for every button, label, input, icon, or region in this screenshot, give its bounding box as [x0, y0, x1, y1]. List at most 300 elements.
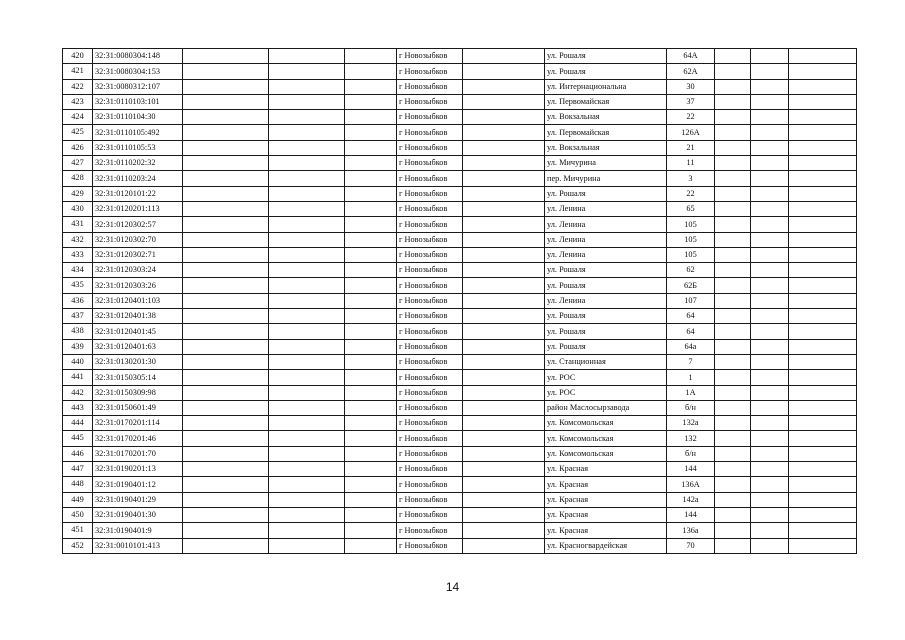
empty-cell: [789, 507, 857, 522]
row-number-cell: 431: [63, 217, 93, 232]
house-number-cell: 136А: [667, 477, 715, 492]
empty-cell: [789, 278, 857, 293]
city-cell: г Новозыбков: [397, 492, 463, 507]
empty-cell: [463, 477, 545, 492]
empty-cell: [345, 156, 397, 171]
empty-cell: [463, 125, 545, 140]
empty-cell: [345, 309, 397, 324]
row-number-cell: 433: [63, 247, 93, 262]
empty-cell: [463, 370, 545, 385]
empty-cell: [789, 339, 857, 354]
city-cell: г Новозыбков: [397, 309, 463, 324]
empty-cell: [345, 446, 397, 461]
empty-cell: [183, 324, 269, 339]
empty-cell: [269, 140, 345, 155]
row-number-cell: 429: [63, 186, 93, 201]
cadastral-number-cell: 32:31:0110203:24: [93, 171, 183, 186]
empty-cell: [183, 232, 269, 247]
empty-cell: [345, 431, 397, 446]
empty-cell: [463, 400, 545, 415]
house-number-cell: 21: [667, 140, 715, 155]
house-number-cell: 65: [667, 201, 715, 216]
empty-cell: [751, 523, 789, 538]
empty-cell: [789, 201, 857, 216]
empty-cell: [715, 324, 751, 339]
street-cell: ул. Первомайская: [545, 125, 667, 140]
table-row: [63, 217, 857, 232]
empty-cell: [463, 523, 545, 538]
table-row: [63, 79, 857, 94]
empty-cell: [183, 538, 269, 553]
empty-cell: [269, 354, 345, 369]
empty-cell: [345, 49, 397, 64]
empty-cell: [789, 217, 857, 232]
empty-cell: [751, 324, 789, 339]
empty-cell: [715, 385, 751, 400]
empty-cell: [269, 324, 345, 339]
empty-cell: [789, 94, 857, 109]
empty-cell: [269, 232, 345, 247]
table-row: [63, 446, 857, 461]
city-cell: г Новозыбков: [397, 370, 463, 385]
empty-cell: [751, 140, 789, 155]
empty-cell: [269, 431, 345, 446]
city-cell: г Новозыбков: [397, 125, 463, 140]
empty-cell: [715, 416, 751, 431]
house-number-cell: 62Б: [667, 278, 715, 293]
cadastral-number-cell: 32:31:0190401:29: [93, 492, 183, 507]
empty-cell: [269, 156, 345, 171]
empty-cell: [183, 416, 269, 431]
empty-cell: [751, 370, 789, 385]
table-row: [63, 431, 857, 446]
empty-cell: [463, 79, 545, 94]
empty-cell: [463, 94, 545, 109]
empty-cell: [789, 431, 857, 446]
empty-cell: [715, 339, 751, 354]
cadastral-number-cell: 32:31:0010101:413: [93, 538, 183, 553]
row-number-cell: 451: [63, 523, 93, 538]
page-number: 14: [445, 580, 460, 594]
street-cell: пер. Мичурина: [545, 171, 667, 186]
house-number-cell: 105: [667, 217, 715, 232]
cadastral-number-cell: 32:31:0080304:148: [93, 49, 183, 64]
street-cell: ул. Мичурина: [545, 156, 667, 171]
empty-cell: [789, 446, 857, 461]
address-register-table: [62, 48, 857, 554]
empty-cell: [269, 125, 345, 140]
row-number-cell: 435: [63, 278, 93, 293]
house-number-cell: 62: [667, 263, 715, 278]
empty-cell: [183, 217, 269, 232]
empty-cell: [463, 217, 545, 232]
row-number-cell: 420: [63, 49, 93, 64]
empty-cell: [345, 125, 397, 140]
empty-cell: [751, 462, 789, 477]
street-cell: ул. Вокзальная: [545, 140, 667, 155]
city-cell: г Новозыбков: [397, 94, 463, 109]
empty-cell: [269, 538, 345, 553]
empty-cell: [345, 79, 397, 94]
table-row: [63, 477, 857, 492]
empty-cell: [269, 186, 345, 201]
table-row: [63, 186, 857, 201]
empty-cell: [269, 79, 345, 94]
row-number-cell: 422: [63, 79, 93, 94]
empty-cell: [345, 523, 397, 538]
cadastral-number-cell: 32:31:0110105:492: [93, 125, 183, 140]
empty-cell: [715, 94, 751, 109]
empty-cell: [463, 110, 545, 125]
cadastral-number-cell: 32:31:0190401:12: [93, 477, 183, 492]
empty-cell: [751, 49, 789, 64]
empty-cell: [183, 247, 269, 262]
empty-cell: [183, 186, 269, 201]
table-row: [63, 538, 857, 553]
empty-cell: [183, 309, 269, 324]
empty-cell: [345, 339, 397, 354]
empty-cell: [345, 64, 397, 79]
street-cell: ул. Ленина: [545, 217, 667, 232]
empty-cell: [463, 140, 545, 155]
empty-cell: [789, 247, 857, 262]
row-number-cell: 424: [63, 110, 93, 125]
empty-cell: [751, 354, 789, 369]
empty-cell: [715, 110, 751, 125]
row-number-cell: 425: [63, 125, 93, 140]
street-cell: ул. Рошаля: [545, 64, 667, 79]
street-cell: ул. Вокзальная: [545, 110, 667, 125]
empty-cell: [715, 79, 751, 94]
empty-cell: [789, 309, 857, 324]
row-number-cell: 439: [63, 339, 93, 354]
empty-cell: [345, 263, 397, 278]
table-row: [63, 370, 857, 385]
street-cell: ул. РОС: [545, 385, 667, 400]
city-cell: г Новозыбков: [397, 186, 463, 201]
empty-cell: [751, 232, 789, 247]
empty-cell: [269, 309, 345, 324]
row-number-cell: 440: [63, 354, 93, 369]
empty-cell: [715, 507, 751, 522]
city-cell: г Новозыбков: [397, 446, 463, 461]
city-cell: г Новозыбков: [397, 431, 463, 446]
empty-cell: [463, 278, 545, 293]
empty-cell: [183, 462, 269, 477]
empty-cell: [751, 538, 789, 553]
table-body: [63, 49, 857, 554]
cadastral-number-cell: 32:31:0150305:14: [93, 370, 183, 385]
table-row: [63, 293, 857, 308]
empty-cell: [345, 217, 397, 232]
empty-cell: [715, 293, 751, 308]
row-number-cell: 430: [63, 201, 93, 216]
table-row: [63, 125, 857, 140]
empty-cell: [269, 400, 345, 415]
street-cell: ул. Рошаля: [545, 324, 667, 339]
cadastral-number-cell: 32:31:0120302:71: [93, 247, 183, 262]
empty-cell: [269, 446, 345, 461]
cadastral-number-cell: 32:31:0120303:26: [93, 278, 183, 293]
row-number-cell: 445: [63, 431, 93, 446]
city-cell: г Новозыбков: [397, 324, 463, 339]
row-number-cell: 449: [63, 492, 93, 507]
empty-cell: [715, 400, 751, 415]
row-number-cell: 450: [63, 507, 93, 522]
empty-cell: [269, 171, 345, 186]
city-cell: г Новозыбков: [397, 507, 463, 522]
table-row: [63, 492, 857, 507]
street-cell: ул. Рошаля: [545, 263, 667, 278]
empty-cell: [183, 171, 269, 186]
empty-cell: [269, 110, 345, 125]
empty-cell: [715, 156, 751, 171]
empty-cell: [789, 400, 857, 415]
house-number-cell: 64: [667, 324, 715, 339]
row-number-cell: 437: [63, 309, 93, 324]
empty-cell: [751, 171, 789, 186]
empty-cell: [789, 538, 857, 553]
city-cell: г Новозыбков: [397, 232, 463, 247]
empty-cell: [345, 416, 397, 431]
city-cell: г Новозыбков: [397, 263, 463, 278]
empty-cell: [789, 156, 857, 171]
empty-cell: [715, 140, 751, 155]
empty-cell: [345, 354, 397, 369]
house-number-cell: 105: [667, 247, 715, 262]
empty-cell: [345, 171, 397, 186]
table-row: [63, 309, 857, 324]
cadastral-number-cell: 32:31:0120401:63: [93, 339, 183, 354]
city-cell: г Новозыбков: [397, 110, 463, 125]
row-number-cell: 448: [63, 477, 93, 492]
table-row: [63, 523, 857, 538]
row-number-cell: 428: [63, 171, 93, 186]
empty-cell: [345, 247, 397, 262]
city-cell: г Новозыбков: [397, 201, 463, 216]
city-cell: г Новозыбков: [397, 278, 463, 293]
empty-cell: [715, 446, 751, 461]
house-number-cell: 64: [667, 309, 715, 324]
empty-cell: [715, 477, 751, 492]
empty-cell: [715, 247, 751, 262]
empty-cell: [789, 477, 857, 492]
empty-cell: [463, 201, 545, 216]
empty-cell: [715, 523, 751, 538]
empty-cell: [269, 462, 345, 477]
empty-cell: [751, 278, 789, 293]
empty-cell: [789, 232, 857, 247]
table-row: [63, 263, 857, 278]
empty-cell: [751, 263, 789, 278]
empty-cell: [463, 171, 545, 186]
table-row: [63, 94, 857, 109]
empty-cell: [789, 370, 857, 385]
empty-cell: [183, 49, 269, 64]
street-cell: ул. Красная: [545, 477, 667, 492]
city-cell: г Новозыбков: [397, 538, 463, 553]
city-cell: г Новозыбков: [397, 49, 463, 64]
house-number-cell: 132а: [667, 416, 715, 431]
empty-cell: [789, 263, 857, 278]
row-number-cell: 423: [63, 94, 93, 109]
empty-cell: [463, 354, 545, 369]
cadastral-number-cell: 32:31:0170201:114: [93, 416, 183, 431]
row-number-cell: 434: [63, 263, 93, 278]
empty-cell: [463, 49, 545, 64]
empty-cell: [183, 263, 269, 278]
house-number-cell: 136а: [667, 523, 715, 538]
empty-cell: [345, 186, 397, 201]
empty-cell: [183, 140, 269, 155]
empty-cell: [183, 446, 269, 461]
empty-cell: [183, 156, 269, 171]
house-number-cell: 22: [667, 110, 715, 125]
empty-cell: [715, 125, 751, 140]
house-number-cell: 22: [667, 186, 715, 201]
empty-cell: [183, 278, 269, 293]
cadastral-number-cell: 32:31:0190401:9: [93, 523, 183, 538]
house-number-cell: 144: [667, 507, 715, 522]
house-number-cell: 3: [667, 171, 715, 186]
house-number-cell: 7: [667, 354, 715, 369]
empty-cell: [269, 416, 345, 431]
street-cell: ул. Станционная: [545, 354, 667, 369]
empty-cell: [751, 431, 789, 446]
empty-cell: [463, 462, 545, 477]
empty-cell: [345, 232, 397, 247]
empty-cell: [463, 507, 545, 522]
empty-cell: [345, 462, 397, 477]
city-cell: г Новозыбков: [397, 140, 463, 155]
table-row: [63, 278, 857, 293]
street-cell: ул. Ленина: [545, 293, 667, 308]
empty-cell: [183, 201, 269, 216]
house-number-cell: 144: [667, 462, 715, 477]
street-cell: ул. Рошаля: [545, 278, 667, 293]
house-number-cell: 62А: [667, 64, 715, 79]
empty-cell: [269, 385, 345, 400]
empty-cell: [715, 263, 751, 278]
street-cell: ул. Рошаля: [545, 186, 667, 201]
empty-cell: [183, 125, 269, 140]
empty-cell: [751, 156, 789, 171]
house-number-cell: 107: [667, 293, 715, 308]
empty-cell: [751, 477, 789, 492]
cadastral-number-cell: 32:31:0110103:101: [93, 94, 183, 109]
empty-cell: [183, 94, 269, 109]
street-cell: ул. РОС: [545, 370, 667, 385]
city-cell: г Новозыбков: [397, 79, 463, 94]
empty-cell: [269, 477, 345, 492]
empty-cell: [715, 370, 751, 385]
empty-cell: [183, 385, 269, 400]
cadastral-number-cell: 32:31:0120401:45: [93, 324, 183, 339]
empty-cell: [269, 523, 345, 538]
empty-cell: [463, 385, 545, 400]
city-cell: г Новозыбков: [397, 217, 463, 232]
empty-cell: [751, 186, 789, 201]
row-number-cell: 427: [63, 156, 93, 171]
empty-cell: [269, 507, 345, 522]
table-row: [63, 171, 857, 186]
row-number-cell: 441: [63, 370, 93, 385]
empty-cell: [463, 156, 545, 171]
cadastral-number-cell: 32:31:0150601:49: [93, 400, 183, 415]
empty-cell: [751, 309, 789, 324]
empty-cell: [789, 492, 857, 507]
empty-cell: [751, 79, 789, 94]
empty-cell: [463, 492, 545, 507]
empty-cell: [183, 293, 269, 308]
empty-cell: [789, 110, 857, 125]
house-number-cell: 70: [667, 538, 715, 553]
empty-cell: [183, 523, 269, 538]
row-number-cell: 442: [63, 385, 93, 400]
house-number-cell: 64а: [667, 339, 715, 354]
empty-cell: [715, 431, 751, 446]
empty-cell: [789, 293, 857, 308]
empty-cell: [183, 431, 269, 446]
empty-cell: [789, 324, 857, 339]
empty-cell: [269, 278, 345, 293]
cadastral-number-cell: 32:31:0130201:30: [93, 354, 183, 369]
city-cell: г Новозыбков: [397, 64, 463, 79]
empty-cell: [345, 370, 397, 385]
table-row: [63, 156, 857, 171]
city-cell: г Новозыбков: [397, 400, 463, 415]
empty-cell: [789, 49, 857, 64]
house-number-cell: б/н: [667, 400, 715, 415]
empty-cell: [345, 385, 397, 400]
house-number-cell: 64А: [667, 49, 715, 64]
row-number-cell: 452: [63, 538, 93, 553]
empty-cell: [715, 538, 751, 553]
empty-cell: [463, 263, 545, 278]
empty-cell: [269, 492, 345, 507]
empty-cell: [183, 79, 269, 94]
empty-cell: [463, 446, 545, 461]
street-cell: ул. Ленина: [545, 232, 667, 247]
empty-cell: [751, 125, 789, 140]
table-row: [63, 462, 857, 477]
street-cell: ул. Интернациональна: [545, 79, 667, 94]
cadastral-number-cell: 32:31:0110105:53: [93, 140, 183, 155]
empty-cell: [789, 354, 857, 369]
empty-cell: [789, 523, 857, 538]
street-cell: ул. Первомайская: [545, 94, 667, 109]
cadastral-number-cell: 32:31:0170201:46: [93, 431, 183, 446]
row-number-cell: 444: [63, 416, 93, 431]
cadastral-number-cell: 32:31:0190401:30: [93, 507, 183, 522]
empty-cell: [269, 94, 345, 109]
table-row: [63, 385, 857, 400]
cadastral-number-cell: 32:31:0170201:70: [93, 446, 183, 461]
city-cell: г Новозыбков: [397, 156, 463, 171]
empty-cell: [345, 293, 397, 308]
empty-cell: [463, 431, 545, 446]
empty-cell: [183, 492, 269, 507]
empty-cell: [345, 324, 397, 339]
table-row: [63, 247, 857, 262]
city-cell: г Новозыбков: [397, 523, 463, 538]
city-cell: г Новозыбков: [397, 416, 463, 431]
empty-cell: [269, 339, 345, 354]
cadastral-number-cell: 32:31:0110104:30: [93, 110, 183, 125]
city-cell: г Новозыбков: [397, 293, 463, 308]
table-row: [63, 339, 857, 354]
city-cell: г Новозыбков: [397, 385, 463, 400]
